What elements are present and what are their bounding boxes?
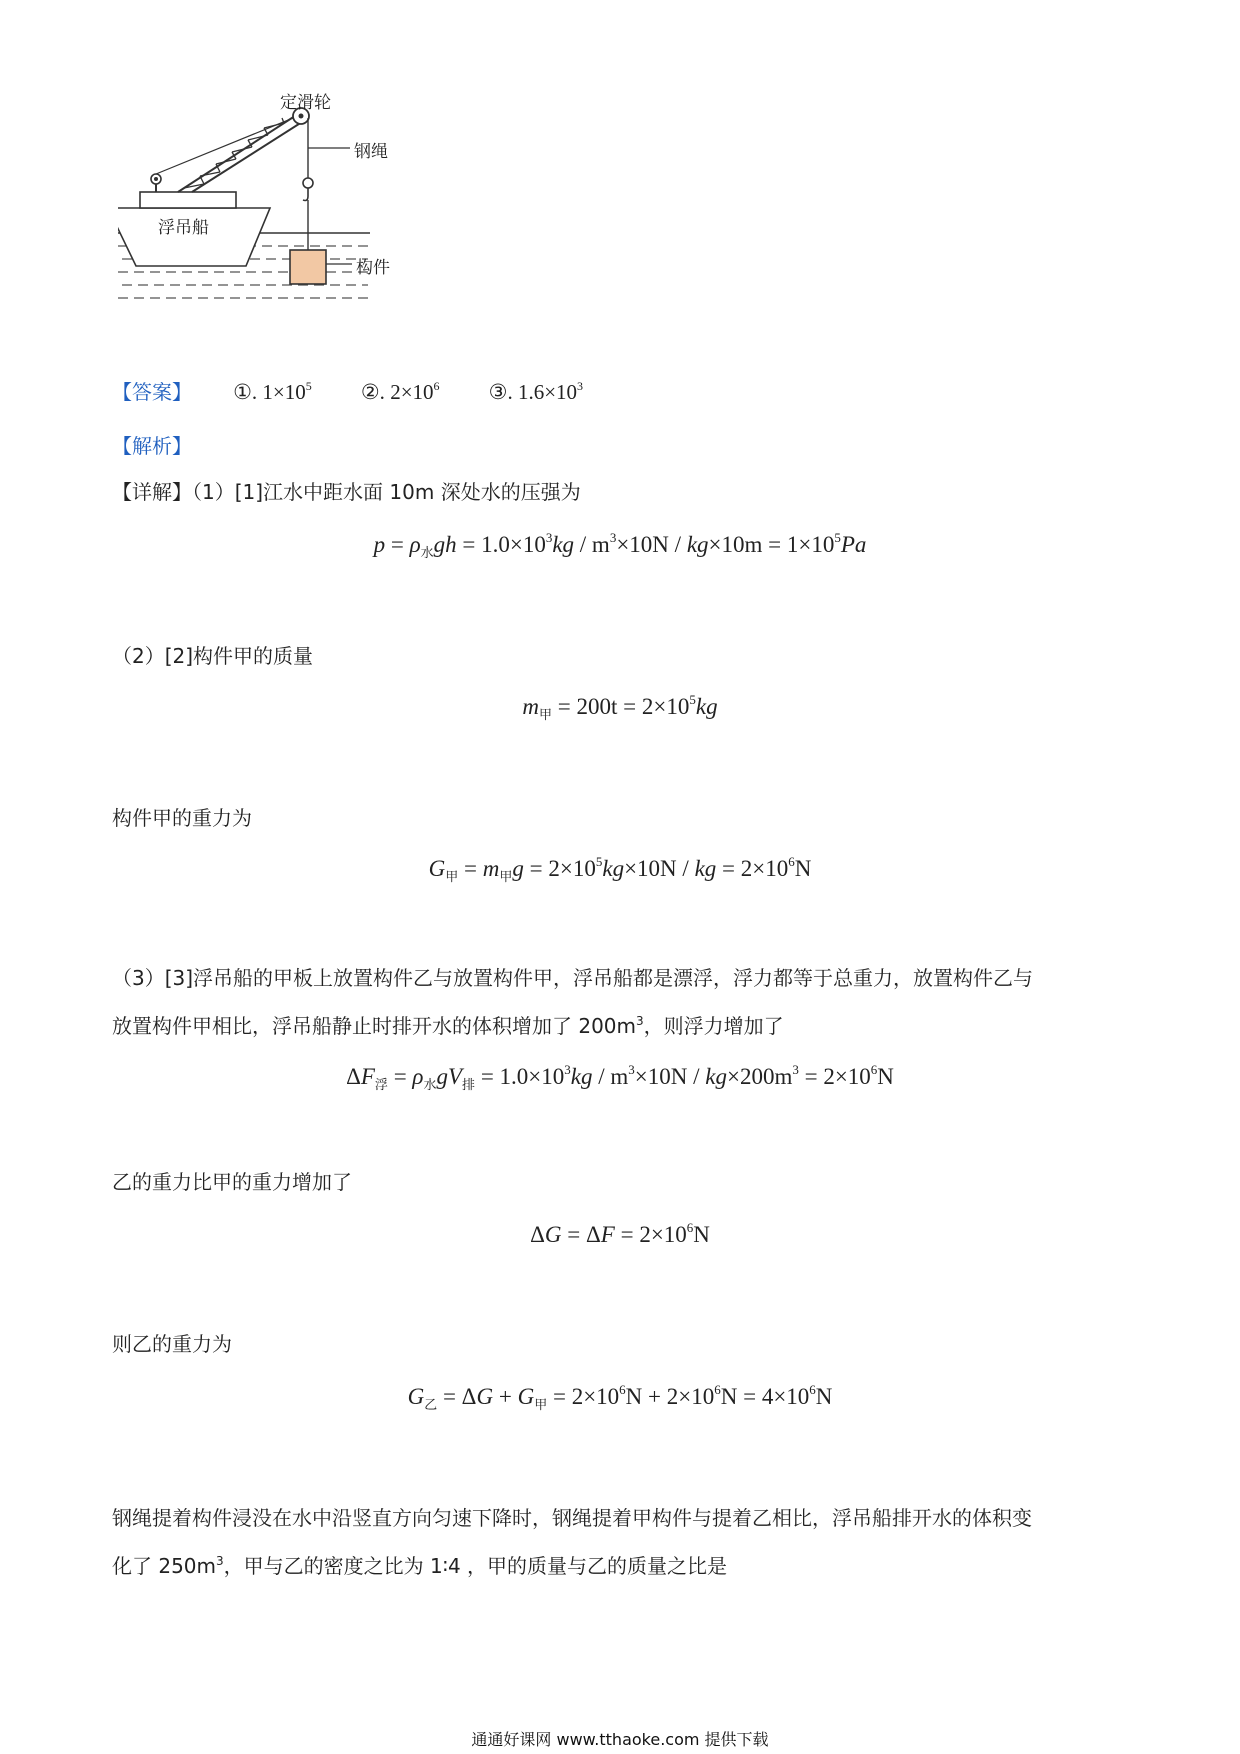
formula-buoyancy: $\Delta F_浮 = \rho_水gV_排 = 1.0\times 10^3kg / m^3\times 10N / kg\times 200m^3 = 2\times 10^6N$ — [346, 1062, 894, 1093]
detail-para-2: （2）[2]构件甲的质量 — [112, 644, 314, 668]
detail-tag: 【详解】 — [112, 480, 192, 504]
formula-pressure: $p = \rho_水gh = 1.0\times 10^3kg / m^3\times 10N / kg\times 10m = 1\times 10^5Pa$ — [373, 530, 867, 561]
detail-para-7b: 化了 $250m^3$，甲与乙的密度之比为 1∶4 ，甲的质量与乙的质量之比是 — [112, 1554, 728, 1578]
formula-mass: $m_甲 = 200t = 2\times 10^5kg$ — [522, 692, 718, 723]
analysis-tag: 【解析】 — [112, 434, 192, 458]
detail-para-4b: 放置构件甲相比，浮吊船静止时排开水的体积增加了 $200m^3$，则浮力增加了 — [112, 1014, 784, 1038]
detail-para-6: 则乙的重力为 — [112, 1332, 232, 1356]
detail-para-3: 构件甲的重力为 — [112, 806, 252, 830]
crane-ship-figure — [118, 93, 478, 346]
part-block — [290, 250, 326, 284]
part-label: 构件 — [356, 258, 390, 278]
answer-item-2: ②. $2\times 10^6$ — [360, 379, 440, 404]
hook-icon — [303, 178, 313, 201]
pulley-label: 定滑轮 — [280, 93, 331, 113]
detail-para-7a: 钢绳提着构件浸没在水中沿竖直方向匀速下降时，钢绳提着甲构件与提着乙相比，浮吊船排开水的体积变 — [112, 1506, 1032, 1530]
ship-label: 浮吊船 — [158, 218, 209, 238]
formula-delta-g: $\Delta G = \Delta F = 2\times 10^6N$ — [530, 1220, 710, 1247]
answer-tag: 【答案】 — [112, 380, 192, 404]
formula-gravity-jia: $G_甲 = m_甲g = 2\times 10^5kg\times 10N$ / kg = $2\times 10^6N$ — [428, 854, 812, 885]
detail-para-5: 乙的重力比甲的重力增加了 — [112, 1170, 352, 1194]
answer-item-1: ①. $1\times 10^5$ — [233, 379, 312, 404]
answer-item-3: ③. $1.6\times 10^3$ — [488, 379, 584, 404]
formula-gravity-yi: $G_乙 = \Delta G + G_甲 = 2\times 10^6N + 2\times 10^6N = 4\times 10^6N$ — [407, 1382, 833, 1413]
answer-line — [112, 376, 583, 405]
detail-para-1: 【详解】（1）[1]江水中距水面 10m 深处水的压强为 — [112, 480, 581, 504]
page-footer: 通通好课网 www.tthaoke.com 提供下载 — [471, 1730, 769, 1749]
detail-para-4a: （3）[3]浮吊船的甲板上放置构件乙与放置构件甲，浮吊船都是漂浮，浮力都等于总重力，放置构件乙与 — [112, 966, 1034, 990]
rope-label: 钢绳 — [354, 142, 388, 162]
